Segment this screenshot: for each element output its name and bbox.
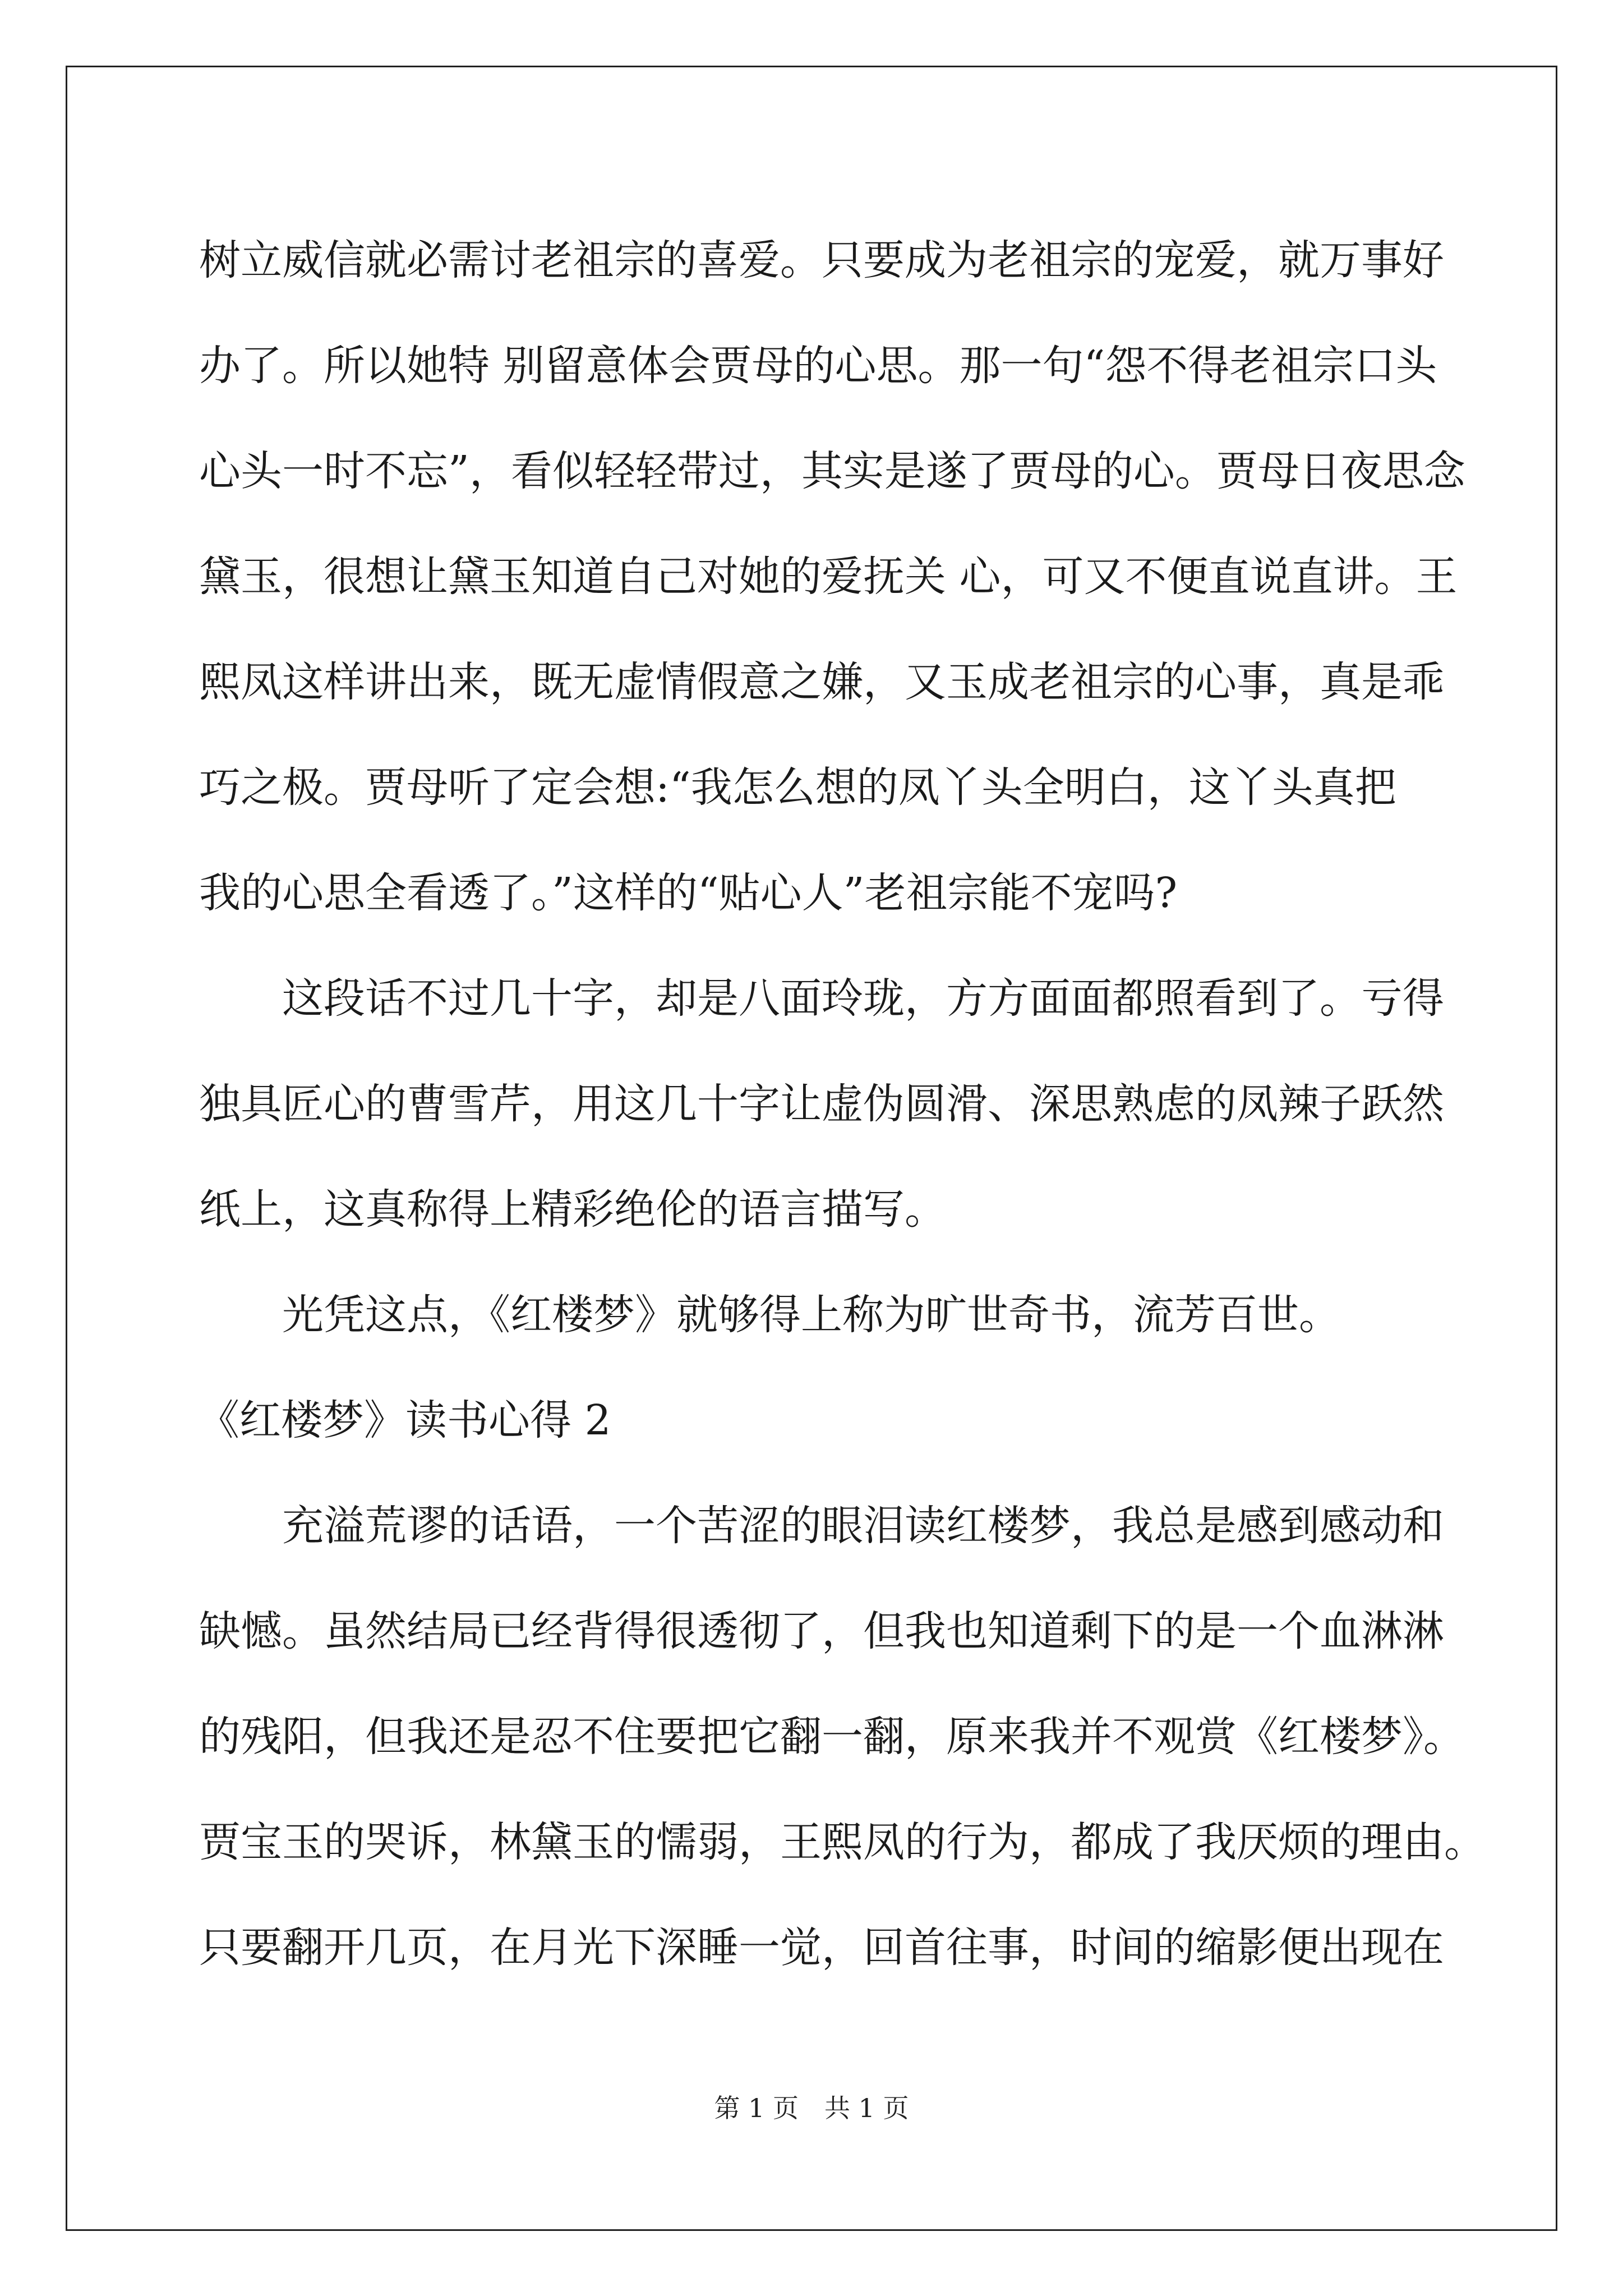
text-line: 巧之极。贾母听了定会想:“我怎么想的凤丫头全明白，这丫头真把 <box>199 763 1396 812</box>
text-line: 缺憾。虽然结局已经背得很透彻了，但我也知道剩下的是一个血淋淋 <box>199 1607 1444 1655</box>
text-line: 办了。所以她特 别留意体会贾母的心思。那一句“怨不得老祖宗口头 <box>199 342 1437 390</box>
text-line: 黛玉，很想让黛玉知道自己对她的爱抚关 心，可又不便直说直讲。王 <box>199 553 1458 601</box>
paragraph-start-line: 充溢荒谬的话语，一个苦涩的眼泪读红楼梦，我总是感到感动和 <box>282 1502 1444 1550</box>
text-line: 只要翻开几页，在月光下深睡一觉，回首往事，时间的缩影便出现在 <box>199 1924 1444 1972</box>
paragraph-start-line: 光凭这点，《红楼梦》就够得上称为旷世奇书，流芳百世。 <box>282 1291 1340 1339</box>
text-line: 我的心思全看透了。”这样的“贴心人”老祖宗能不宠吗? <box>199 869 1178 917</box>
text-line: 纸上，这真称得上精彩绝伦的语言描写。 <box>199 1185 946 1234</box>
text-line: 独具匠心的曹雪芹，用这几十字让虚伪圆滑、深思熟虑的凤辣子跃然 <box>199 1080 1444 1128</box>
text-line: 熙凤这样讲出来，既无虚情假意之嫌，又玉成老祖宗的心事，真是乖 <box>199 658 1444 706</box>
text-line: 贾宝玉的哭诉，林黛玉的懦弱，王熙凤的行为，都成了我厌烦的理由。 <box>199 1818 1486 1866</box>
document-body <box>198 208 1486 2000</box>
page-number-footer: 第 1 页 共 1 页 <box>714 2093 909 2123</box>
text-line: 树立威信就必需讨老祖宗的喜爱。只要成为老祖宗的宠爱，就万事好 <box>199 236 1444 284</box>
section-heading: 《红楼梦》读书心得 2 <box>198 1396 611 1444</box>
text-line: 心头一时不忘”，看似轻轻带过，其实是遂了贾母的心。贾母日夜思念 <box>199 447 1465 495</box>
paragraph-start-line: 这段话不过几十字，却是八面玲珑，方方面面都照看到了。亏得 <box>282 974 1444 1023</box>
text-line: 的残阳，但我还是忍不住要把它翻一翻，原来我并不观赏《红楼梦》。 <box>199 1713 1465 1761</box>
